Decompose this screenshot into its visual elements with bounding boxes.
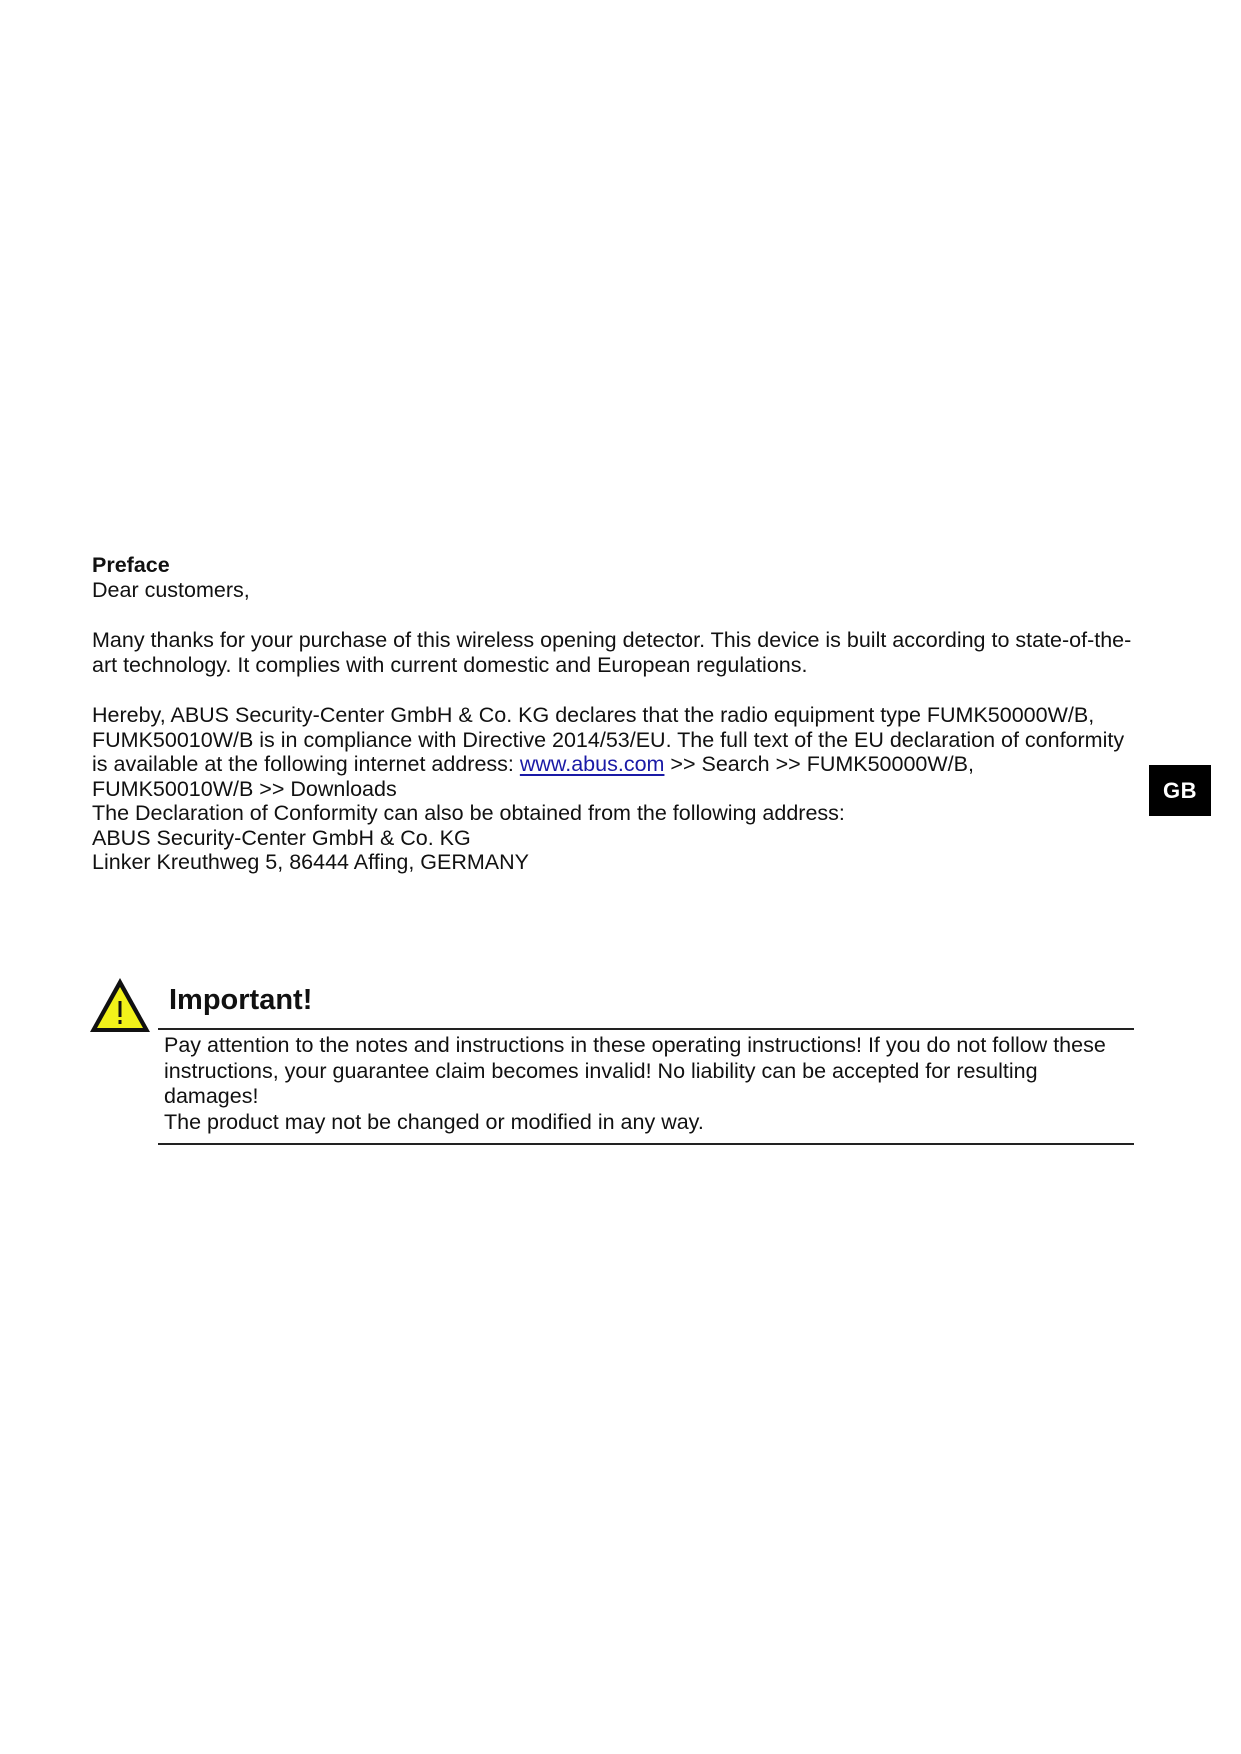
language-tab-gb: GB bbox=[1149, 765, 1211, 816]
greeting: Dear customers, bbox=[92, 577, 250, 602]
intro-paragraph: Many thanks for your purchase of this wireless opening detector. This device is built according to state-of-the-art technology. It complies with current domestic and European regulations. bbox=[92, 628, 1132, 677]
important-title: Important! bbox=[169, 984, 313, 1016]
warning-triangle-icon bbox=[88, 976, 152, 1034]
spacer bbox=[92, 602, 1132, 628]
declaration-paragraph bbox=[92, 703, 1132, 801]
declaration-text-end: >> Search >> FUMK50000W/B, FUMK50010W/B >> Downloads bbox=[92, 752, 974, 801]
company-address: Linker Kreuthweg 5, 86444 Affing, GERMANY bbox=[92, 850, 530, 874]
important-text: Pay attention to the notes and instructions in these operating instructions! If you do not follow these instructions, your guarantee claim becomes invalid! No liability can be accepted for resulting damages! bbox=[164, 1033, 1106, 1108]
preface-section bbox=[92, 553, 1132, 875]
declaration-text-start: Hereby, ABUS Security-Center GmbH & Co. KG declares that the radio equipment type FUMK50000W/B, FUMK50010W/B is in compliance with Directive 2014/53/EU. The full text of the EU declaration of conformity is available at the following internet address: bbox=[92, 703, 1125, 776]
company-name: ABUS Security-Center GmbH & Co. KG bbox=[92, 825, 471, 850]
important-notice-box bbox=[158, 1028, 1134, 1145]
preface-heading: Preface bbox=[92, 553, 170, 577]
abus-website-link[interactable]: www.abus.com bbox=[519, 752, 665, 776]
conformity-line: The Declaration of Conformity can also be obtained from the following address: bbox=[92, 801, 845, 825]
important-modification-note: The product may not be changed or modified in any way. bbox=[164, 1109, 704, 1134]
spacer bbox=[92, 677, 1132, 703]
